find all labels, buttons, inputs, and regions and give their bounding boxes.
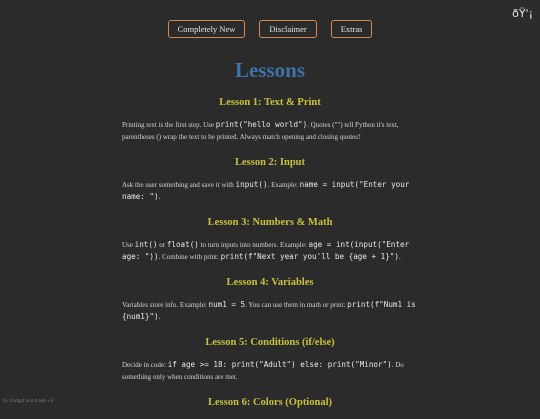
- lesson-5-text-b: . Do something only when conditions are met.: [122, 361, 404, 381]
- lesson-4-title: Lesson 4: Variables: [226, 277, 314, 288]
- lesson-5-code-a: if age >= 18: print("Adult") else: print("Minor"): [167, 360, 392, 369]
- footer-note: by chatgpt and made <3: [3, 398, 54, 403]
- lesson-1-text-a: Printing text is the first step. Use: [122, 121, 216, 129]
- lesson-4-text-b: . You can use them in math or print:: [245, 301, 348, 309]
- lesson-3: [122, 217, 418, 263]
- lesson-2-code-a: input(): [235, 180, 268, 189]
- lesson-4-code-a: num1 = 5: [208, 300, 246, 309]
- lesson-3-text: [122, 239, 418, 263]
- lessons-list: [122, 97, 418, 419]
- lesson-2-text: [122, 179, 418, 203]
- lesson-6-title: Lesson 6: Colors (Optional): [208, 397, 332, 408]
- lesson-5-title: Lesson 5: Conditions (if/else): [205, 337, 335, 348]
- lesson-4-text-c: .: [158, 313, 161, 321]
- lesson-3-code-b: float(): [166, 240, 199, 249]
- lesson-3-text-c: to turn inputs into numbers. Example:: [198, 241, 309, 249]
- lesson-1-text-b: . Quotes ("") tell Python it's text, parentheses () wrap the text to be printed. Always match opening and closing quotes!: [122, 121, 399, 141]
- lesson-1: [122, 97, 418, 143]
- corner-icon: ðŸ'¡: [512, 7, 533, 20]
- lesson-3-code-d: print(f"Next year you'll be {age + 1}"): [220, 252, 399, 261]
- lesson-2-title: Lesson 2: Input: [234, 157, 306, 168]
- lesson-2-code-b: name = input("Enter your name: "): [122, 180, 410, 201]
- lesson-3-text-e: .: [398, 253, 401, 261]
- lesson-5-text: [122, 359, 418, 383]
- lesson-3-title: Lesson 3: Numbers & Math: [207, 217, 333, 228]
- page-title: Lessons: [234, 58, 306, 82]
- lesson-1-text: [122, 119, 418, 143]
- lesson-2-text-a: Ask the user something and save it with: [122, 181, 236, 189]
- lesson-4-text: [122, 299, 418, 323]
- lesson-3-code-c: age = int(input("Enter age: ")): [122, 240, 410, 261]
- completely-new-button[interactable]: Completely New: [168, 20, 246, 38]
- extras-button[interactable]: Extras: [331, 20, 373, 38]
- lesson-2-text-b: . Example:: [267, 181, 300, 189]
- lesson-5-text-a: Decide in code:: [122, 361, 168, 369]
- lesson-1-code-a: print("hello world"): [215, 120, 308, 129]
- lesson-3-text-d: . Combine with print:: [158, 253, 221, 261]
- lesson-1-title: Lesson 1: Text & Print: [219, 97, 321, 108]
- lesson-6: [122, 397, 418, 408]
- lesson-3-code-a: int(): [134, 240, 158, 249]
- lesson-4-text-a: Variables store info. Example:: [122, 301, 209, 309]
- lesson-2-text-c: .: [158, 193, 161, 201]
- lesson-3-text-b: or: [157, 241, 167, 249]
- lesson-5: [122, 337, 418, 383]
- lesson-4: [122, 277, 418, 323]
- disclaimer-button[interactable]: Disclaimer: [259, 20, 316, 38]
- lesson-2: [122, 157, 418, 203]
- lesson-4-code-b: print(f"Num1 is {num1}"): [122, 300, 416, 321]
- top-nav: [0, 20, 540, 38]
- lesson-3-text-a: Use: [122, 241, 135, 249]
